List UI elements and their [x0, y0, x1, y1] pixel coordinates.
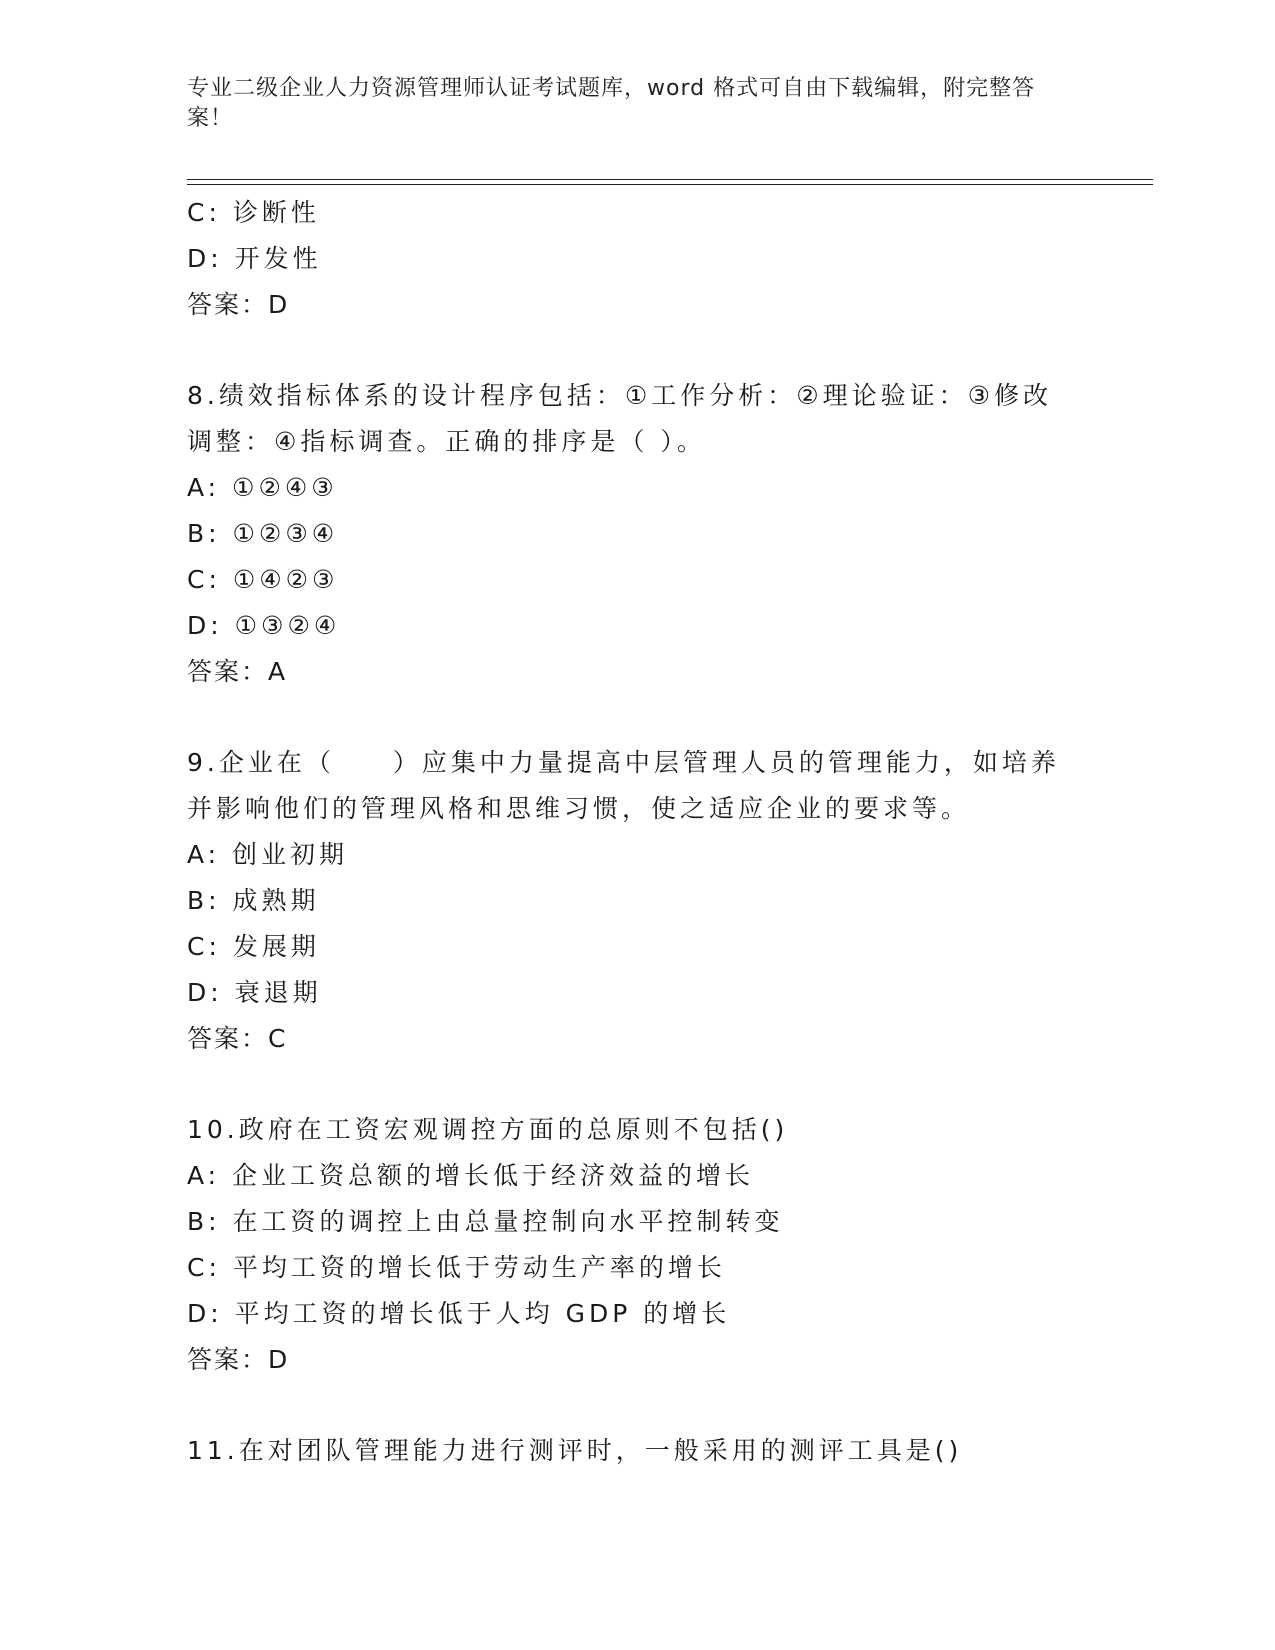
option-line: C: ①④②③	[187, 565, 339, 594]
option-line: B: 在工资的调控上由总量控制向水平控制转变	[187, 1207, 784, 1236]
question-text: 11.在对团队管理能力进行测评时，一般采用的测评工具是()	[187, 1436, 963, 1465]
option-line: B: 成熟期	[187, 886, 320, 915]
question-text: 并影响他们的管理风格和思维习惯，使之适应企业的要求等。	[187, 794, 971, 823]
option-line: A: ①②④③	[187, 473, 338, 502]
block-gap	[187, 695, 1087, 740]
answer-line: 答案：A	[187, 657, 288, 686]
question-content	[187, 190, 1087, 1474]
option-line: C: 平均工资的增长低于劳动生产率的增长	[187, 1253, 726, 1282]
question-block	[187, 1428, 1087, 1474]
question-block	[187, 373, 1087, 695]
answer-line: 答案：C	[187, 1024, 288, 1053]
header-rule-top	[187, 179, 1153, 180]
block-gap	[187, 328, 1087, 373]
option-line: A: 企业工资总额的增长低于经济效益的增长	[187, 1161, 755, 1190]
answer-line: 答案：D	[187, 1345, 290, 1374]
option-line: B: ①②③④	[187, 519, 339, 548]
question-text: 8.绩效指标体系的设计程序包括：①工作分析：②理论验证：③修改	[187, 381, 1053, 410]
option-line: A: 创业初期	[187, 840, 349, 869]
option-line: C: 发展期	[187, 932, 320, 961]
page-header: 专业二级企业人力资源管理师认证考试题库，word 格式可自由下载编辑，附完整答案！	[187, 76, 1036, 131]
question-block	[187, 190, 1087, 328]
question-text: 调整：④指标调查。正确的排序是（ ）。	[187, 427, 706, 456]
option-line: D: 衰退期	[187, 978, 322, 1007]
question-text: 9.企业在（ ）应集中力量提高中层管理人员的管理能力，如培养	[187, 748, 1060, 777]
header-rule-bottom	[187, 184, 1153, 185]
question-block	[187, 1107, 1087, 1383]
option-line: C: 诊断性	[187, 198, 320, 227]
answer-line: 答案：D	[187, 290, 290, 319]
option-line: D: 平均工资的增长低于人均 GDP 的增长	[187, 1299, 731, 1328]
option-line: D: 开发性	[187, 244, 322, 273]
block-gap	[187, 1062, 1087, 1107]
question-text: 10.政府在工资宏观调控方面的总原则不包括()	[187, 1115, 789, 1144]
question-block	[187, 740, 1087, 1062]
option-line: D: ①③②④	[187, 611, 341, 640]
block-gap	[187, 1383, 1087, 1428]
